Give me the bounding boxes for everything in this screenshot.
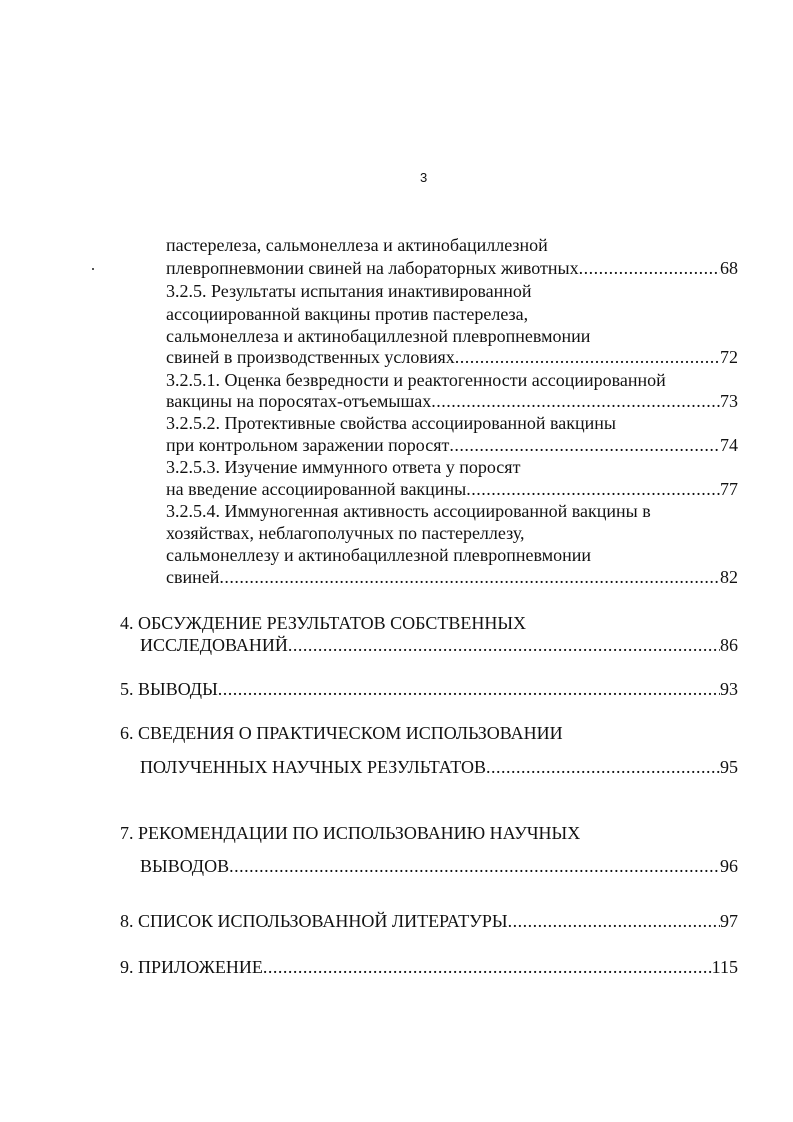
toc-page-number: 93 (720, 679, 738, 699)
toc-line-text: пастерелеза, сальмонеллеза и актинобациллезной (166, 235, 548, 255)
dot-leader (466, 478, 720, 500)
toc-page-number: 95 (720, 757, 738, 777)
toc-line-text: сальмонеллезу и актинобациллезной плевропневмонии (166, 545, 592, 565)
toc-line-text: 6. СВЕДЕНИЯ О ПРАКТИЧЕСКОМ ИСПОЛЬЗОВАНИИ (120, 723, 563, 743)
toc-line-text: хозяйствах, неблагополучных по пастереллезу, (166, 523, 525, 543)
toc-line (166, 500, 738, 522)
toc-entry (166, 434, 738, 456)
dot-leader (508, 910, 720, 932)
toc-page-number: 68 (720, 258, 738, 278)
dot-leader (431, 390, 720, 412)
toc-line (166, 412, 738, 434)
toc-entry (140, 634, 738, 656)
toc-page-number: 72 (720, 347, 738, 367)
toc-line (166, 303, 738, 325)
toc-line (166, 544, 738, 566)
toc-line (120, 722, 738, 744)
toc-line (166, 522, 738, 544)
dot-leader (579, 257, 720, 279)
toc-line-text: 3.2.5.3. Изучение иммунного ответа у поросят (166, 457, 521, 477)
toc-entry (166, 346, 738, 368)
toc-line (166, 280, 738, 302)
dot-leader (288, 634, 720, 656)
toc-entry-text: ПОЛУЧЕННЫХ НАУЧНЫХ РЕЗУЛЬТАТОВ (140, 757, 486, 777)
toc-page-number: 86 (720, 635, 738, 655)
toc-line (120, 822, 738, 844)
toc-entry (166, 478, 738, 500)
toc-line-text: 3.2.5.1. Оценка безвредности и реактогенности ассоциированной (166, 370, 666, 390)
toc-page-number: 115 (711, 957, 738, 977)
toc-entry (166, 257, 738, 279)
toc-entry-text: свиней в производственных условиях (166, 347, 455, 367)
toc-page-number: 82 (720, 567, 738, 587)
dot-leader (229, 855, 720, 877)
toc-line (166, 369, 738, 391)
toc-line (120, 612, 738, 634)
toc-entry-text: вакцины на поросятах-отъемышах (166, 391, 432, 411)
toc-line (166, 325, 738, 347)
toc-entry-text: 8. СПИСОК ИСПОЛЬЗОВАННОЙ ЛИТЕРАТУРЫ (120, 911, 508, 931)
toc-entry (120, 910, 738, 932)
toc-line-text: сальмонеллеза и актинобациллезной плевропневмонии (166, 326, 591, 346)
toc-page-number: 74 (720, 435, 738, 455)
toc-line (166, 456, 738, 478)
toc-entry-text: ВЫВОДОВ (140, 856, 230, 876)
toc-entry-text: свиней (166, 567, 220, 587)
toc-entry (166, 566, 738, 588)
toc-entry (140, 756, 738, 778)
toc-page-number: 77 (720, 479, 738, 499)
toc-page-number: 96 (720, 856, 738, 876)
toc-line-text: 3.2.5.4. Иммуногенная активность ассоциированной вакцины в (166, 501, 651, 521)
toc-entry-text: ИССЛЕДОВАНИЙ (140, 635, 288, 655)
toc-line-text: ассоциированной вакцины против пастерелеза, (166, 304, 529, 324)
scan-speck (92, 268, 94, 270)
page-number: 3 (420, 170, 428, 185)
dot-leader (218, 678, 720, 700)
toc-entry-text: на введение ассоциированной вакцины (166, 479, 467, 499)
toc-entry-text: при контрольном заражении поросят (166, 435, 450, 455)
toc-entry (140, 855, 738, 877)
toc-entry (120, 678, 738, 700)
toc-line-text: 3.2.5.2. Протективные свойства ассоциированной вакцины (166, 413, 616, 433)
toc-line-text: 4. ОБСУЖДЕНИЕ РЕЗУЛЬТАТОВ СОБСТВЕННЫХ (120, 613, 527, 633)
toc-line-text: 7. РЕКОМЕНДАЦИИ ПО ИСПОЛЬЗОВАНИЮ НАУЧНЫХ (120, 823, 581, 843)
toc-line-text: 3.2.5. Результаты испытания инактивированной (166, 281, 532, 301)
toc-entry (166, 390, 738, 412)
dot-leader (449, 434, 720, 456)
toc-line (166, 234, 738, 256)
toc-entry-text: 5. ВЫВОДЫ (120, 679, 218, 699)
toc-entry (120, 956, 738, 978)
toc-entry-text: 9. ПРИЛОЖЕНИЕ (120, 957, 263, 977)
dot-leader (486, 756, 720, 778)
toc-entry-text: плевропневмонии свиней на лабораторных животных (166, 258, 579, 278)
dot-leader (455, 346, 720, 368)
toc-page-number: 73 (720, 391, 738, 411)
toc-page-number: 97 (720, 911, 738, 931)
dot-leader (219, 566, 720, 588)
dot-leader (263, 956, 712, 978)
